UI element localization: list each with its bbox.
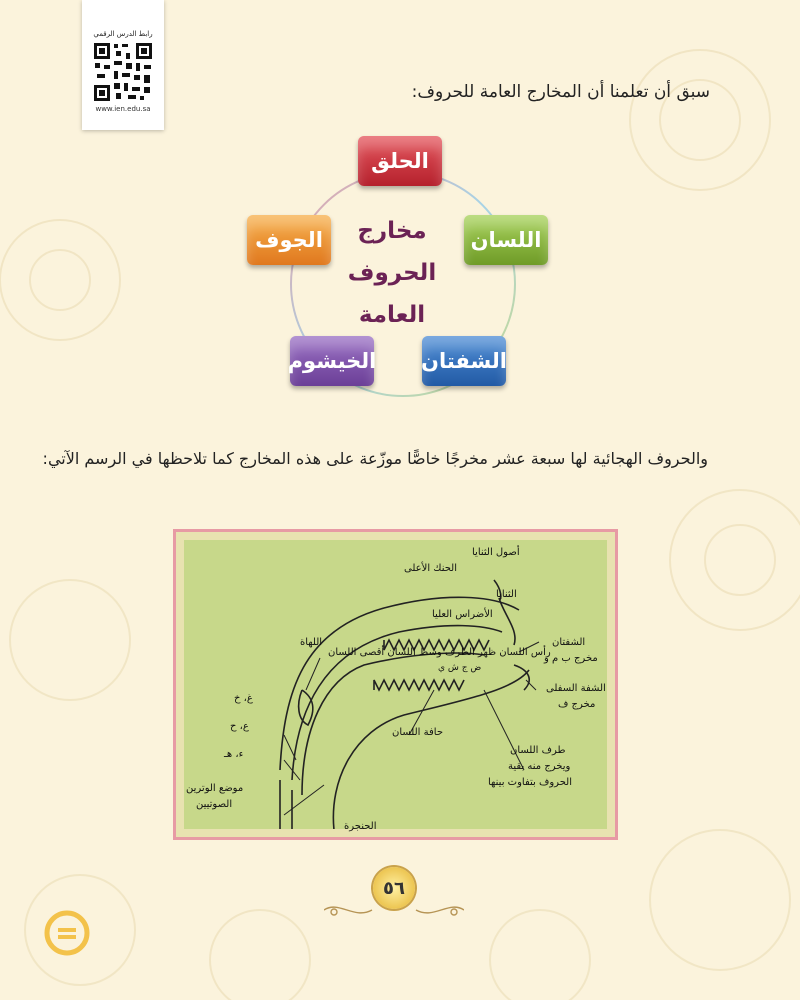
qr-card[interactable]	[82, 0, 164, 130]
ien-logo-icon	[44, 910, 90, 956]
label-tongue-edge: حافة اللسان	[392, 727, 443, 738]
page-number: ٥٦	[373, 867, 415, 909]
label-usul-thanaya: أصول الثنايا	[472, 547, 520, 558]
label-ain-ha: ع، ح	[230, 721, 249, 732]
label-vocal-2: الصوتيين	[196, 799, 233, 810]
label-ghain-kha: غ، خ	[234, 693, 253, 704]
paragraph-text: والحروف الهجائية لها سبعة عشر مخرجًا خاصًّا موزّعة على هذه المخارج كما تلاحظها في الرسم الآتي:	[42, 449, 708, 468]
label-vocal-1: موضع الوترين	[186, 783, 244, 794]
center-line-2: الحروف	[347, 260, 437, 286]
throat-box: الحلق	[358, 136, 442, 186]
label-lower-lip: الشفة السفلى	[546, 683, 606, 694]
label-tongue-tip-3: الحروف بتفاوت بينها	[488, 777, 572, 788]
label-thanaya: الثنايا	[496, 589, 517, 600]
label-inner-letters: ض ج ش ي	[438, 663, 482, 673]
qr-title: رابط الدرس الرقمي	[93, 30, 153, 38]
jawf-box: الجوف	[247, 215, 331, 265]
label-tongue-tip-1: طرف اللسان	[510, 745, 566, 756]
lips-box: الشفتان	[422, 336, 506, 386]
label-larynx: الحنجرة	[344, 821, 377, 832]
label-tongue-tip-2: ويخرج منه بقية	[508, 761, 571, 772]
label-shafatan: الشفتان	[552, 637, 586, 648]
mouth-diagram	[173, 529, 618, 840]
tongue-box: اللسان	[464, 215, 548, 265]
label-hanak: الحنك الأعلى	[404, 563, 457, 574]
intro-text: سبق أن تعلمنا أن المخارج العامة للحروف:	[411, 82, 710, 102]
makharij-center-title	[320, 210, 464, 336]
label-lower-lip-makhraj: مخرج ف	[558, 699, 596, 710]
label-adras: الأضراس العليا	[432, 609, 493, 620]
center-line-3: العامة	[358, 302, 426, 328]
center-line-1: مخارج	[357, 218, 427, 244]
label-lahah: اللهاة	[300, 637, 323, 648]
label-hamza-ha: ء، هـ	[224, 749, 244, 760]
label-shafatan-makhraj: مخرج ب م و	[544, 653, 598, 664]
qr-url[interactable]: www.ien.edu.sa	[95, 105, 151, 113]
nasal-box: الخيشوم	[290, 336, 374, 386]
label-tongue-row: رأس اللسان ظهر الطرف وسط اللسان أقصى اللسان	[328, 647, 551, 658]
